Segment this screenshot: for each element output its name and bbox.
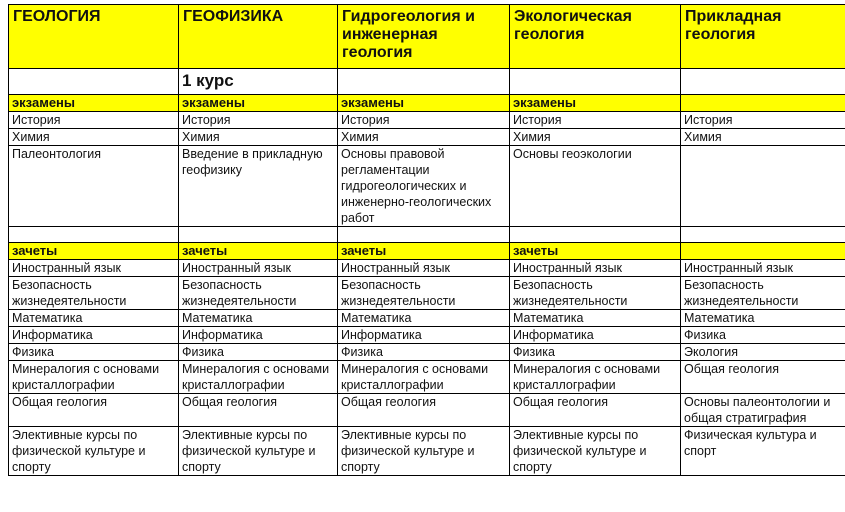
credit-subject-cell: Иностранный язык (9, 260, 179, 277)
credit-subject-cell: Информатика (510, 327, 681, 344)
exam-subject-cell: Химия (681, 129, 845, 146)
credit-subject-cell: Безопасность жизнедеятельности (179, 277, 338, 310)
credit-subject-cell: Физика (338, 344, 510, 361)
credit-subject-cell: Информатика (179, 327, 338, 344)
credit-subject-cell: Иностранный язык (681, 260, 845, 277)
credits-label: зачеты (9, 243, 179, 260)
exam-subject-row (9, 146, 845, 227)
exam-subject-cell: Химия (9, 129, 179, 146)
exam-subject-cell: Введение в прикладную геофизику (179, 146, 338, 227)
credit-subject-cell: Физика (510, 344, 681, 361)
credit-subject-cell: Физическая культура и спорт (681, 427, 845, 476)
empty-cell (179, 227, 338, 243)
exams-label: экзамены (510, 95, 681, 112)
empty-cell (338, 69, 510, 95)
exam-subject-cell: Основы геоэкологии (510, 146, 681, 227)
header-applied-geology: Прикладная геология (681, 5, 845, 69)
credit-subject-cell: Элективные курсы по физической культуре и спорту (510, 427, 681, 476)
empty-cell (681, 69, 845, 95)
credit-subject-row (9, 260, 845, 277)
credit-subject-row (9, 394, 845, 427)
header-row (9, 5, 845, 69)
exam-subject-cell: История (338, 112, 510, 129)
exam-subject-cell: История (179, 112, 338, 129)
exams-label: экзамены (179, 95, 338, 112)
empty-cell (9, 69, 179, 95)
credits-label: зачеты (179, 243, 338, 260)
exam-subject-cell: История (681, 112, 845, 129)
exams-section-row (9, 95, 845, 112)
credit-subject-cell: Математика (338, 310, 510, 327)
exam-subject-row (9, 129, 845, 146)
credit-subject-cell: Общая геология (179, 394, 338, 427)
credit-rows (9, 260, 845, 476)
header-geology: ГЕОЛОГИЯ (9, 5, 179, 69)
exam-rows (9, 112, 845, 227)
credit-subject-cell: Безопасность жизнедеятельности (681, 277, 845, 310)
credit-subject-cell: Элективные курсы по физической культуре и спорту (9, 427, 179, 476)
course-row (9, 69, 845, 95)
empty-cell (681, 95, 845, 112)
credit-subject-cell: Минералогия с основами кристаллографии (510, 361, 681, 394)
curriculum-table-container (8, 4, 845, 476)
credit-subject-cell: Минералогия с основами кристаллографии (179, 361, 338, 394)
credit-subject-row (9, 427, 845, 476)
credit-subject-row (9, 361, 845, 394)
credit-subject-cell: Общая геология (338, 394, 510, 427)
credit-subject-cell: Математика (510, 310, 681, 327)
credit-subject-cell: Общая геология (681, 361, 845, 394)
credit-subject-cell: Иностранный язык (338, 260, 510, 277)
empty-cell (681, 243, 845, 260)
credits-section-row (9, 243, 845, 260)
credit-subject-cell: Минералогия с основами кристаллографии (338, 361, 510, 394)
exam-subject-cell: Палеонтология (9, 146, 179, 227)
header-hydrogeology: Гидрогеология и инженерная геология (338, 5, 510, 69)
credit-subject-cell: Иностранный язык (179, 260, 338, 277)
credit-subject-cell: Физика (9, 344, 179, 361)
empty-cell (9, 227, 179, 243)
credit-subject-cell: Физика (681, 327, 845, 344)
credit-subject-row (9, 310, 845, 327)
credit-subject-cell: Общая геология (510, 394, 681, 427)
credits-label: зачеты (338, 243, 510, 260)
credit-subject-cell: Математика (9, 310, 179, 327)
credit-subject-row (9, 344, 845, 361)
credit-subject-cell: Безопасность жизнедеятельности (510, 277, 681, 310)
credit-subject-cell: Физика (179, 344, 338, 361)
credit-subject-cell: Информатика (9, 327, 179, 344)
empty-cell (681, 227, 845, 243)
exam-subject-cell: Химия (338, 129, 510, 146)
exam-subject-cell: Химия (510, 129, 681, 146)
credit-subject-cell: Минералогия с основами кристаллографии (9, 361, 179, 394)
exam-subject-cell: История (9, 112, 179, 129)
curriculum-table (8, 4, 845, 476)
credits-label: зачеты (510, 243, 681, 260)
credit-subject-cell: Безопасность жизнедеятельности (338, 277, 510, 310)
header-ecological-geology: Экологическая геология (510, 5, 681, 69)
empty-cell (510, 227, 681, 243)
exams-label: экзамены (338, 95, 510, 112)
course-label: 1 курс (179, 69, 338, 95)
exam-subject-cell: Основы правовой регламентации гидрогеологических и инженерно-геологических работ (338, 146, 510, 227)
exam-subject-row (9, 112, 845, 129)
credit-subject-cell: Математика (179, 310, 338, 327)
empty-cell (338, 227, 510, 243)
exam-subject-cell: История (510, 112, 681, 129)
credit-subject-cell: Общая геология (9, 394, 179, 427)
exam-subject-cell (681, 146, 845, 227)
credit-subject-cell: Иностранный язык (510, 260, 681, 277)
empty-cell (510, 69, 681, 95)
credit-subject-row (9, 327, 845, 344)
credit-subject-cell: Элективные курсы по физической культуре и спорту (179, 427, 338, 476)
exams-label: экзамены (9, 95, 179, 112)
credit-subject-cell: Математика (681, 310, 845, 327)
spacer-row (9, 227, 845, 243)
credit-subject-cell: Основы палеонтологии и общая стратиграфия (681, 394, 845, 427)
exam-subject-cell: Химия (179, 129, 338, 146)
credit-subject-cell: Элективные курсы по физической культуре и спорту (338, 427, 510, 476)
credit-subject-cell: Информатика (338, 327, 510, 344)
credit-subject-cell: Безопасность жизнедеятельности (9, 277, 179, 310)
header-geophysics: ГЕОФИЗИКА (179, 5, 338, 69)
credit-subject-row (9, 277, 845, 310)
credit-subject-cell: Экология (681, 344, 845, 361)
